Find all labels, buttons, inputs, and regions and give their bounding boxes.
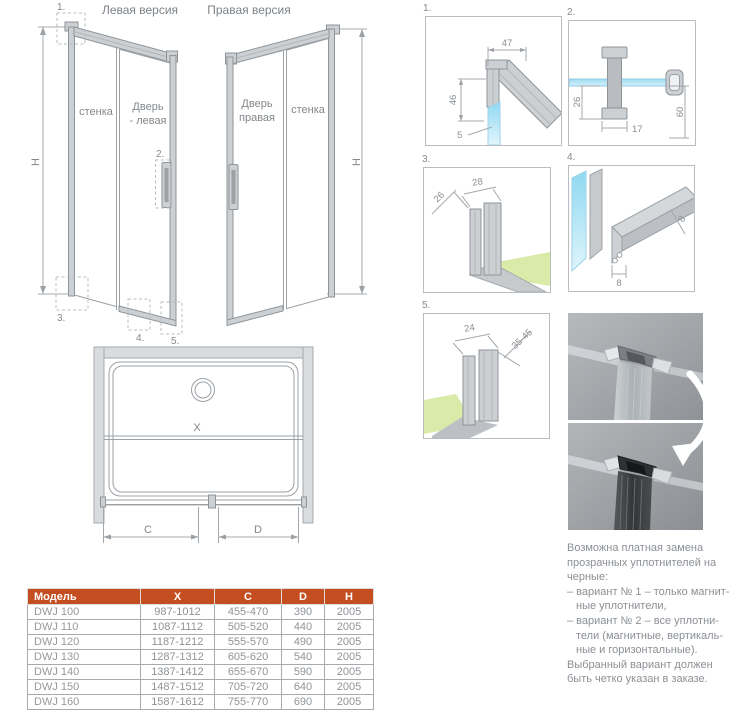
table-row	[28, 695, 374, 710]
svg-text:8: 8	[616, 278, 622, 289]
detail-5-number: 5.	[422, 300, 431, 311]
table-row	[28, 605, 374, 620]
plan-view	[94, 347, 313, 543]
plan-d-label: D	[254, 524, 262, 536]
table-row	[28, 665, 374, 680]
cell-x: 1587-1612	[141, 695, 215, 710]
note-line: ные и горизонтальные).	[576, 644, 698, 657]
detail-4-box	[568, 165, 695, 292]
cell-c: 455-470	[215, 605, 282, 620]
cell-model: DWJ 100	[28, 605, 141, 620]
right-version-title: Правая версия	[207, 3, 291, 17]
left-wall-label: стенка	[79, 106, 113, 118]
cell-d: 640	[282, 680, 325, 695]
vertical-profile-front	[463, 356, 475, 425]
cell-model: DWJ 150	[28, 680, 141, 695]
marker-4: 4.	[136, 333, 145, 344]
detail-4-number: 4.	[567, 152, 576, 163]
seal-replacement-note	[567, 541, 737, 687]
model-spec-table	[27, 588, 374, 710]
dim-28	[462, 176, 501, 207]
main-drawing	[0, 0, 420, 585]
header-x: X	[141, 589, 215, 605]
note-line: тели (магнитные, вертикаль-	[576, 629, 723, 642]
cell-x: 1487-1512	[141, 680, 215, 695]
svg-text:35-45: 35-45	[509, 327, 535, 352]
left-door-handle	[162, 163, 171, 208]
dim-8-width	[612, 265, 626, 289]
dim-26	[572, 86, 602, 119]
cell-model: DWJ 140	[28, 665, 141, 680]
cell-x: 1387-1412	[141, 665, 215, 680]
detail-5-box	[423, 313, 550, 439]
corner-block	[486, 60, 507, 69]
detail-3-drawing	[424, 168, 550, 292]
wall-channel-back	[484, 203, 501, 275]
table-row	[28, 650, 374, 665]
cell-model: DWJ 160	[28, 695, 141, 710]
right-door-label-line2: правая	[239, 112, 275, 124]
header-h: H	[325, 589, 374, 605]
svg-text:60: 60	[675, 106, 686, 118]
cell-x: 1087-1112	[141, 620, 215, 635]
svg-text:26: 26	[572, 96, 583, 108]
svg-text:28: 28	[471, 176, 484, 189]
wall-profile-strip	[590, 169, 602, 259]
cell-d: 490	[282, 635, 325, 650]
bottom-profile-beam	[612, 187, 694, 263]
plan-top-wall	[94, 347, 313, 358]
note-line: быть четко указан в заказе.	[567, 673, 708, 686]
detail-2-box	[568, 20, 696, 146]
note-line: Возможна платная замена	[567, 542, 704, 554]
cell-d: 540	[282, 650, 325, 665]
cell-x: 987-1012	[141, 605, 215, 620]
cell-h: 2005	[325, 635, 374, 650]
svg-text:17: 17	[632, 124, 643, 135]
cell-d: 690	[282, 695, 325, 710]
detail-4-drawing	[569, 166, 694, 291]
marker-5: 5.	[171, 336, 180, 347]
svg-text:46: 46	[448, 94, 459, 106]
table-header-row	[28, 589, 374, 605]
table-row	[28, 620, 374, 635]
right-bottom-rail	[227, 306, 283, 326]
table-row	[28, 680, 374, 695]
detail-2-drawing	[569, 21, 695, 145]
dim-35-45	[498, 327, 535, 366]
table-row	[28, 635, 374, 650]
right-door-handle	[229, 165, 238, 210]
detail-2-number: 2.	[567, 7, 576, 18]
left-version-diagram	[30, 2, 182, 347]
svg-text:24: 24	[463, 322, 476, 335]
right-wall-label: стенка	[291, 104, 325, 116]
detail-1-box	[425, 16, 562, 146]
cell-h: 2005	[325, 665, 374, 680]
cell-c: 605-620	[215, 650, 282, 665]
header-d: D	[282, 589, 325, 605]
left-door-label-line2: - левая	[129, 115, 167, 127]
plan-d-dimension	[219, 507, 299, 543]
left-height-dimension	[30, 27, 74, 294]
dim-26	[432, 190, 468, 214]
cell-h: 2005	[325, 605, 374, 620]
svg-text:8: 8	[676, 214, 689, 225]
svg-text:47: 47	[501, 38, 513, 49]
glass-panel	[488, 102, 500, 145]
marker-3: 3.	[57, 313, 66, 324]
right-height-label: H	[351, 158, 363, 166]
detail-3-box	[423, 167, 551, 293]
header-model: Модель	[28, 589, 141, 605]
cell-c: 755-770	[215, 695, 282, 710]
vertical-profile-back	[479, 350, 498, 421]
cell-c: 505-520	[215, 620, 282, 635]
glass-panel	[572, 171, 586, 271]
cell-model: DWJ 110	[28, 620, 141, 635]
left-height-label: H	[30, 158, 42, 166]
plan-c-dimension	[104, 507, 199, 543]
right-wall-profile	[329, 29, 335, 297]
cell-model: DWJ 120	[28, 635, 141, 650]
detail-5-drawing	[424, 314, 549, 438]
left-version-title: Левая версия	[101, 3, 179, 17]
cell-model: DWJ 130	[28, 650, 141, 665]
detail-1-drawing	[426, 17, 561, 145]
dim-46	[448, 79, 486, 121]
right-version-diagram	[226, 25, 368, 326]
cell-c: 655-670	[215, 665, 282, 680]
cell-d: 590	[282, 665, 325, 680]
cell-x: 1187-1212	[141, 635, 215, 650]
note-line: прозрачных уплотнителей на	[567, 556, 717, 569]
note-line: – вариант № 1 – только магнит-	[567, 585, 730, 598]
detail-1-number: 1.	[423, 3, 432, 14]
svg-text:26: 26	[431, 189, 447, 205]
left-wall-profile	[69, 27, 75, 296]
cell-h: 2005	[325, 695, 374, 710]
detail-3-number: 3.	[422, 154, 431, 165]
right-door-label-line1: Дверь	[241, 98, 273, 110]
plan-enclosure-frame	[104, 358, 303, 505]
svg-text:5: 5	[457, 130, 463, 141]
cell-h: 2005	[325, 650, 374, 665]
note-line: черные:	[567, 571, 609, 584]
cell-c: 705-720	[215, 680, 282, 695]
top-profile-beam	[494, 60, 561, 128]
note-line: ные уплотнители,	[576, 600, 667, 613]
cell-c: 555-570	[215, 635, 282, 650]
cell-d: 390	[282, 605, 325, 620]
left-door-label-line1: Дверь	[132, 101, 164, 113]
header-c: C	[215, 589, 282, 605]
dim-5	[457, 127, 492, 141]
marker-1: 1.	[57, 2, 66, 13]
marker-2: 2.	[156, 149, 165, 160]
dim-17	[602, 121, 643, 135]
plan-x-label: X	[193, 422, 201, 434]
cell-h: 2005	[325, 620, 374, 635]
cell-d: 440	[282, 620, 325, 635]
right-wall-glass	[284, 39, 329, 311]
note-line: Выбранный вариант должен	[567, 658, 713, 671]
plan-c-label: C	[144, 524, 152, 536]
cell-x: 1287-1312	[141, 650, 215, 665]
replace-arrow-icon	[640, 368, 720, 468]
note-line: – вариант № 2 – все уплотни-	[567, 614, 719, 627]
left-wall-glass	[75, 36, 117, 307]
cell-h: 2005	[325, 680, 374, 695]
dim-24	[453, 322, 498, 354]
